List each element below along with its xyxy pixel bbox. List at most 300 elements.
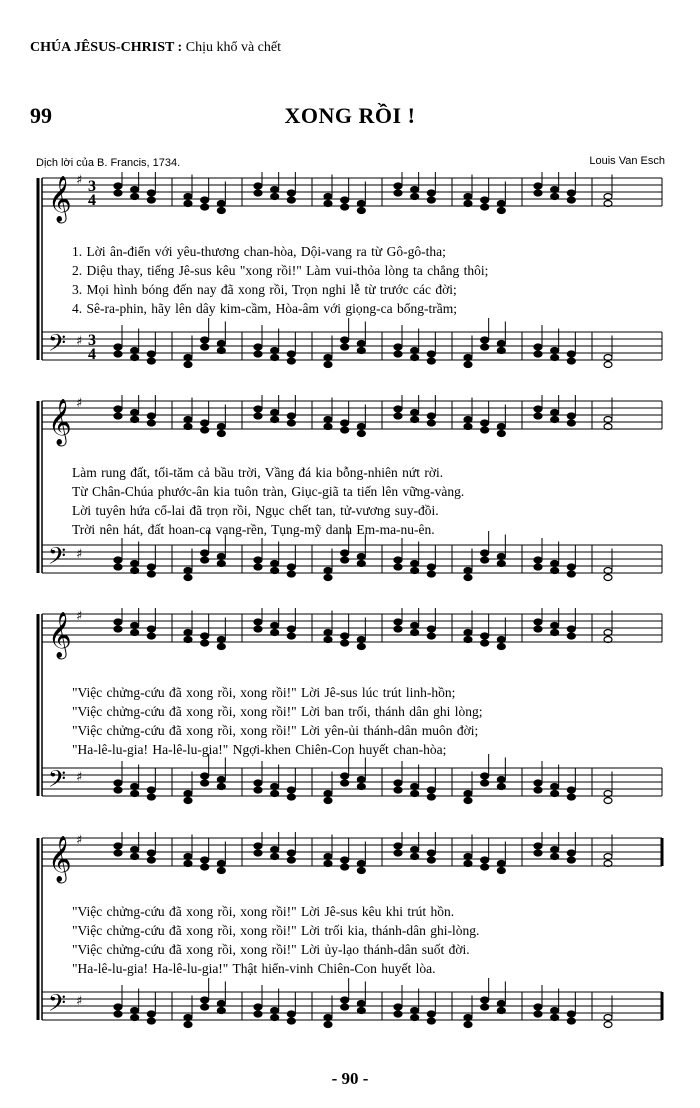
book-title: CHÚA JÊSUS-CHRIST :: [30, 40, 183, 55]
sharp-icon: ♯: [76, 770, 83, 785]
note-head: [201, 550, 209, 556]
note-head: [551, 561, 559, 567]
note-head: [287, 626, 295, 632]
time-signature-top: 3: [88, 178, 96, 195]
treble-clef-icon: 𝄞: [48, 176, 72, 222]
note-head: [427, 571, 435, 577]
note-head: [324, 568, 332, 574]
lyric-line: Làm rung đất, tối-tăm cả bầu trời, Vầng đá kia bỗng-nhiên nứt rời.: [72, 465, 444, 480]
note-head: [567, 1011, 575, 1017]
note-head: [341, 337, 349, 343]
note-head: [201, 773, 209, 779]
note-head: [394, 619, 402, 625]
note-head: [184, 362, 192, 368]
note-head: [411, 791, 419, 797]
lyric-line: 2. Diệu thay, tiếng Jê-sus kêu "xong rồi!" Làm vui-thỏa lòng ta chẳng thôi;: [72, 263, 489, 278]
note-head: [271, 561, 279, 567]
note-head: [551, 410, 559, 416]
note-head: [411, 630, 419, 636]
music-staff-pair: [32, 395, 668, 605]
note-head: [287, 787, 295, 793]
note-head: [147, 351, 155, 357]
note-head: [184, 201, 192, 207]
note-head: [534, 780, 542, 786]
note-head: [497, 868, 505, 874]
note-head: [201, 640, 209, 646]
note-head: [394, 787, 402, 793]
note-head: [201, 997, 209, 1003]
note-head: [201, 557, 209, 563]
treble-clef-icon: 𝄞: [48, 836, 72, 882]
note-head: [131, 348, 139, 354]
note-head: [201, 633, 209, 639]
note-head: [394, 780, 402, 786]
note-head: [324, 1022, 332, 1028]
lyric-line: Từ Chân-Chúa phước-ân kia tuôn tràn, Giục-giã ta tiến lên vững-vàng.: [72, 484, 465, 499]
note-head: [427, 358, 435, 364]
note-head: [114, 843, 122, 849]
note-head: [271, 194, 279, 200]
note-head: [427, 190, 435, 196]
note-head: [567, 571, 575, 577]
note-head: [464, 575, 472, 581]
note-head: [481, 427, 489, 433]
note-head: [551, 568, 559, 574]
note-head: [497, 201, 505, 207]
music-system-3: [32, 608, 668, 828]
bass-clef-icon: 𝄢: [48, 765, 67, 798]
note-head: [464, 861, 472, 867]
note-head: [131, 187, 139, 193]
note-head: [481, 864, 489, 870]
note-head: [534, 626, 542, 632]
note-head: [184, 194, 192, 200]
note-head: [464, 201, 472, 207]
note-head: [201, 344, 209, 350]
note-head: [551, 187, 559, 193]
lyric-line: 3. Mọi hình bóng đến nay đã xong rồi, Trọn nghi lễ từ trước các đời;: [72, 282, 457, 297]
note-head: [394, 843, 402, 849]
note-head: [534, 183, 542, 189]
note-head: [411, 854, 419, 860]
note-head: [427, 857, 435, 863]
note-head: [411, 355, 419, 361]
note-head: [201, 420, 209, 426]
note-head: [497, 1001, 505, 1007]
note-head: [357, 644, 365, 650]
note-head: [147, 420, 155, 426]
note-head: [324, 362, 332, 368]
note-head: [497, 777, 505, 783]
note-head: [341, 557, 349, 563]
note-head: [217, 644, 225, 650]
note-head: [131, 791, 139, 797]
note-head: [534, 406, 542, 412]
note-head: [464, 798, 472, 804]
note-head: [534, 850, 542, 856]
note-head: [254, 843, 262, 849]
treble-clef-icon: 𝄞: [48, 612, 72, 658]
note-head: [534, 344, 542, 350]
note-head: [481, 550, 489, 556]
note-head: [464, 417, 472, 423]
note-head: [411, 568, 419, 574]
note-head: [287, 571, 295, 577]
note-head: [604, 1022, 612, 1028]
note-head: [497, 637, 505, 643]
note-head: [481, 857, 489, 863]
note-head: [481, 557, 489, 563]
note-head: [184, 568, 192, 574]
note-head: [217, 784, 225, 790]
note-head: [464, 355, 472, 361]
note-head: [184, 575, 192, 581]
note-head: [131, 1015, 139, 1021]
note-head: [147, 1011, 155, 1017]
note-head: [184, 417, 192, 423]
note-head: [147, 358, 155, 364]
note-head: [357, 561, 365, 567]
note-head: [217, 554, 225, 560]
lyric-line: "Việc chửng-cứu đã xong rồi, xong rồi!" Lời trối kia, thánh-dân ghi-lòng.: [72, 923, 480, 938]
note-head: [497, 208, 505, 214]
note-head: [464, 791, 472, 797]
note-head: [567, 626, 575, 632]
note-head: [427, 626, 435, 632]
note-head: [551, 847, 559, 853]
note-head: [551, 1008, 559, 1014]
lyric-line: "Ha-lê-lu-gia! Ha-lê-lu-gia!" Thật hiển-vinh Chiên-Con huyết lòa.: [72, 961, 436, 976]
bass-clef-icon: 𝄢: [48, 542, 67, 575]
note-head: [394, 344, 402, 350]
hymn-number: 99: [30, 103, 52, 128]
note-head: [271, 1015, 279, 1021]
composer-credit: Louis Van Esch: [589, 155, 665, 167]
note-head: [201, 864, 209, 870]
music-system-1: [32, 172, 668, 392]
note-head: [114, 780, 122, 786]
hymn-title: XONG RỒI !: [284, 103, 416, 128]
note-head: [567, 850, 575, 856]
note-head: [147, 850, 155, 856]
note-head: [481, 773, 489, 779]
note-head: [497, 348, 505, 354]
note-head: [184, 424, 192, 430]
note-head: [201, 857, 209, 863]
note-head: [201, 780, 209, 786]
running-header: [30, 40, 281, 56]
note-head: [464, 854, 472, 860]
note-head: [147, 1018, 155, 1024]
note-head: [114, 1004, 122, 1010]
note-head: [184, 1022, 192, 1028]
note-head: [394, 413, 402, 419]
lyric-line: "Việc chửng-cứu đã xong rồi, xong rồi!" Lời ủy-lạo thánh-dân suốt đời.: [72, 942, 470, 957]
note-head: [184, 355, 192, 361]
note-head: [201, 1004, 209, 1010]
note-head: [357, 1008, 365, 1014]
note-head: [357, 1001, 365, 1007]
note-head: [394, 190, 402, 196]
note-head: [201, 204, 209, 210]
note-head: [551, 1015, 559, 1021]
note-head: [114, 351, 122, 357]
note-head: [254, 850, 262, 856]
note-head: [427, 633, 435, 639]
sharp-icon: ♯: [76, 396, 83, 411]
note-head: [147, 564, 155, 570]
note-head: [411, 1015, 419, 1021]
note-head: [567, 351, 575, 357]
note-head: [357, 784, 365, 790]
note-head: [534, 413, 542, 419]
note-head: [551, 417, 559, 423]
note-head: [411, 348, 419, 354]
note-head: [287, 564, 295, 570]
note-head: [427, 1018, 435, 1024]
note-head: [114, 626, 122, 632]
note-head: [114, 190, 122, 196]
note-head: [394, 564, 402, 570]
note-head: [114, 850, 122, 856]
note-head: [324, 424, 332, 430]
note-head: [427, 787, 435, 793]
note-head: [217, 777, 225, 783]
note-head: [287, 358, 295, 364]
note-head: [481, 1004, 489, 1010]
note-head: [287, 413, 295, 419]
note-head: [254, 787, 262, 793]
note-head: [341, 857, 349, 863]
lyric-line: Trời nên hát, đất hoan-ca vang-rền, Tụng-mỹ danh Em-ma-nu-ên.: [72, 522, 435, 537]
note-head: [184, 1015, 192, 1021]
note-head: [567, 787, 575, 793]
note-head: [114, 406, 122, 412]
note-head: [324, 355, 332, 361]
note-head: [567, 1018, 575, 1024]
note-head: [464, 630, 472, 636]
note-head: [464, 424, 472, 430]
sharp-icon: ♯: [76, 173, 83, 188]
note-head: [567, 190, 575, 196]
note-head: [114, 183, 122, 189]
lyric-line: 4. Sê-ra-phin, hãy lên dây kim-cầm, Hòa-âm với giọng-ca bổng-trầm;: [72, 301, 458, 316]
note-head: [287, 1018, 295, 1024]
note-head: [427, 413, 435, 419]
note-head: [271, 791, 279, 797]
note-head: [497, 861, 505, 867]
note-head: [551, 194, 559, 200]
note-head: [394, 1004, 402, 1010]
note-head: [201, 337, 209, 343]
note-head: [567, 794, 575, 800]
note-head: [411, 561, 419, 567]
note-head: [147, 787, 155, 793]
note-head: [147, 197, 155, 203]
note-head: [201, 197, 209, 203]
note-head: [567, 857, 575, 863]
note-head: [287, 197, 295, 203]
note-head: [341, 344, 349, 350]
note-head: [184, 861, 192, 867]
note-head: [411, 623, 419, 629]
note-head: [481, 780, 489, 786]
note-head: [357, 868, 365, 874]
note-head: [464, 1022, 472, 1028]
note-head: [341, 427, 349, 433]
lyric-line: "Việc chửng-cứu đã xong rồi, xong rồi!" Lời ban trối, thánh dân ghi lòng;: [72, 704, 483, 719]
note-head: [114, 564, 122, 570]
music-system-2: [32, 395, 668, 605]
note-head: [254, 557, 262, 563]
note-head: [287, 850, 295, 856]
note-head: [324, 798, 332, 804]
note-head: [131, 355, 139, 361]
note-head: [147, 794, 155, 800]
note-head: [341, 997, 349, 1003]
note-head: [481, 633, 489, 639]
note-head: [497, 431, 505, 437]
note-head: [464, 362, 472, 368]
note-head: [604, 362, 612, 368]
note-head: [271, 630, 279, 636]
note-head: [147, 626, 155, 632]
note-head: [497, 554, 505, 560]
note-head: [497, 341, 505, 347]
note-head: [394, 183, 402, 189]
note-head: [271, 355, 279, 361]
note-head: [534, 557, 542, 563]
note-head: [427, 564, 435, 570]
note-head: [254, 780, 262, 786]
note-head: [324, 854, 332, 860]
note-head: [604, 575, 612, 581]
note-head: [271, 348, 279, 354]
note-head: [411, 847, 419, 853]
note-head: [341, 1004, 349, 1010]
note-head: [324, 194, 332, 200]
note-head: [464, 568, 472, 574]
note-head: [551, 623, 559, 629]
note-head: [357, 554, 365, 560]
note-head: [497, 561, 505, 567]
note-head: [131, 1008, 139, 1014]
note-head: [534, 1011, 542, 1017]
note-head: [131, 568, 139, 574]
note-head: [357, 208, 365, 214]
note-head: [271, 784, 279, 790]
note-head: [217, 1008, 225, 1014]
note-head: [217, 431, 225, 437]
note-head: [551, 784, 559, 790]
note-head: [341, 197, 349, 203]
note-head: [411, 187, 419, 193]
note-head: [217, 868, 225, 874]
note-head: [357, 341, 365, 347]
note-head: [551, 348, 559, 354]
note-head: [497, 784, 505, 790]
note-head: [341, 550, 349, 556]
note-head: [217, 861, 225, 867]
note-head: [131, 784, 139, 790]
note-head: [534, 843, 542, 849]
note-head: [427, 351, 435, 357]
note-head: [254, 406, 262, 412]
note-head: [184, 854, 192, 860]
lyrics-credit: Dịch lời của B. Francis, 1734.: [36, 157, 181, 169]
note-head: [114, 344, 122, 350]
note-head: [481, 640, 489, 646]
lyric-line: Lời tuyên hứa cổ-lai đã trọn rồi, Ngục chết tan, tử-vương suy-đồi.: [72, 503, 439, 518]
note-head: [114, 1011, 122, 1017]
note-head: [217, 201, 225, 207]
time-signature-top: 3: [88, 332, 96, 349]
bass-clef-icon: 𝄢: [48, 989, 67, 1022]
note-head: [324, 1015, 332, 1021]
note-head: [131, 410, 139, 416]
lyric-line: "Việc chửng-cứu đã xong rồi, xong rồi!" Lời Jê-sus lúc trút linh-hồn;: [72, 685, 456, 700]
note-head: [217, 637, 225, 643]
note-head: [271, 410, 279, 416]
note-head: [271, 854, 279, 860]
note-head: [534, 619, 542, 625]
note-head: [341, 780, 349, 786]
note-head: [287, 420, 295, 426]
note-head: [254, 619, 262, 625]
note-head: [427, 850, 435, 856]
note-head: [114, 557, 122, 563]
note-head: [287, 794, 295, 800]
lyric-line: "Ha-lê-lu-gia! Ha-lê-lu-gia!" Ngợi-khen Chiên-Con huyết chan-hòa;: [72, 742, 447, 757]
note-head: [551, 630, 559, 636]
note-head: [357, 431, 365, 437]
note-head: [147, 571, 155, 577]
lyric-line: "Việc chửng-cứu đã xong rồi, xong rồi!" Lời Jê-sus kêu khi trút hồn.: [72, 904, 455, 919]
note-head: [551, 355, 559, 361]
note-head: [271, 847, 279, 853]
note-head: [131, 623, 139, 629]
note-head: [341, 420, 349, 426]
note-head: [427, 794, 435, 800]
note-head: [534, 1004, 542, 1010]
note-head: [217, 348, 225, 354]
note-head: [184, 637, 192, 643]
note-head: [411, 410, 419, 416]
note-head: [254, 1011, 262, 1017]
note-head: [271, 568, 279, 574]
note-head: [114, 413, 122, 419]
note-head: [411, 1008, 419, 1014]
page-number: - 90 -: [331, 1069, 369, 1088]
note-head: [341, 204, 349, 210]
note-head: [567, 420, 575, 426]
note-head: [357, 424, 365, 430]
note-head: [411, 417, 419, 423]
note-head: [131, 847, 139, 853]
note-head: [497, 424, 505, 430]
note-head: [324, 417, 332, 423]
note-head: [464, 1015, 472, 1021]
note-head: [324, 861, 332, 867]
note-head: [271, 417, 279, 423]
bass-clef-icon: 𝄢: [48, 329, 67, 362]
note-head: [534, 787, 542, 793]
note-head: [411, 194, 419, 200]
note-head: [324, 201, 332, 207]
section-title: Chịu khổ và chết: [185, 40, 281, 55]
note-head: [411, 784, 419, 790]
note-head: [217, 424, 225, 430]
